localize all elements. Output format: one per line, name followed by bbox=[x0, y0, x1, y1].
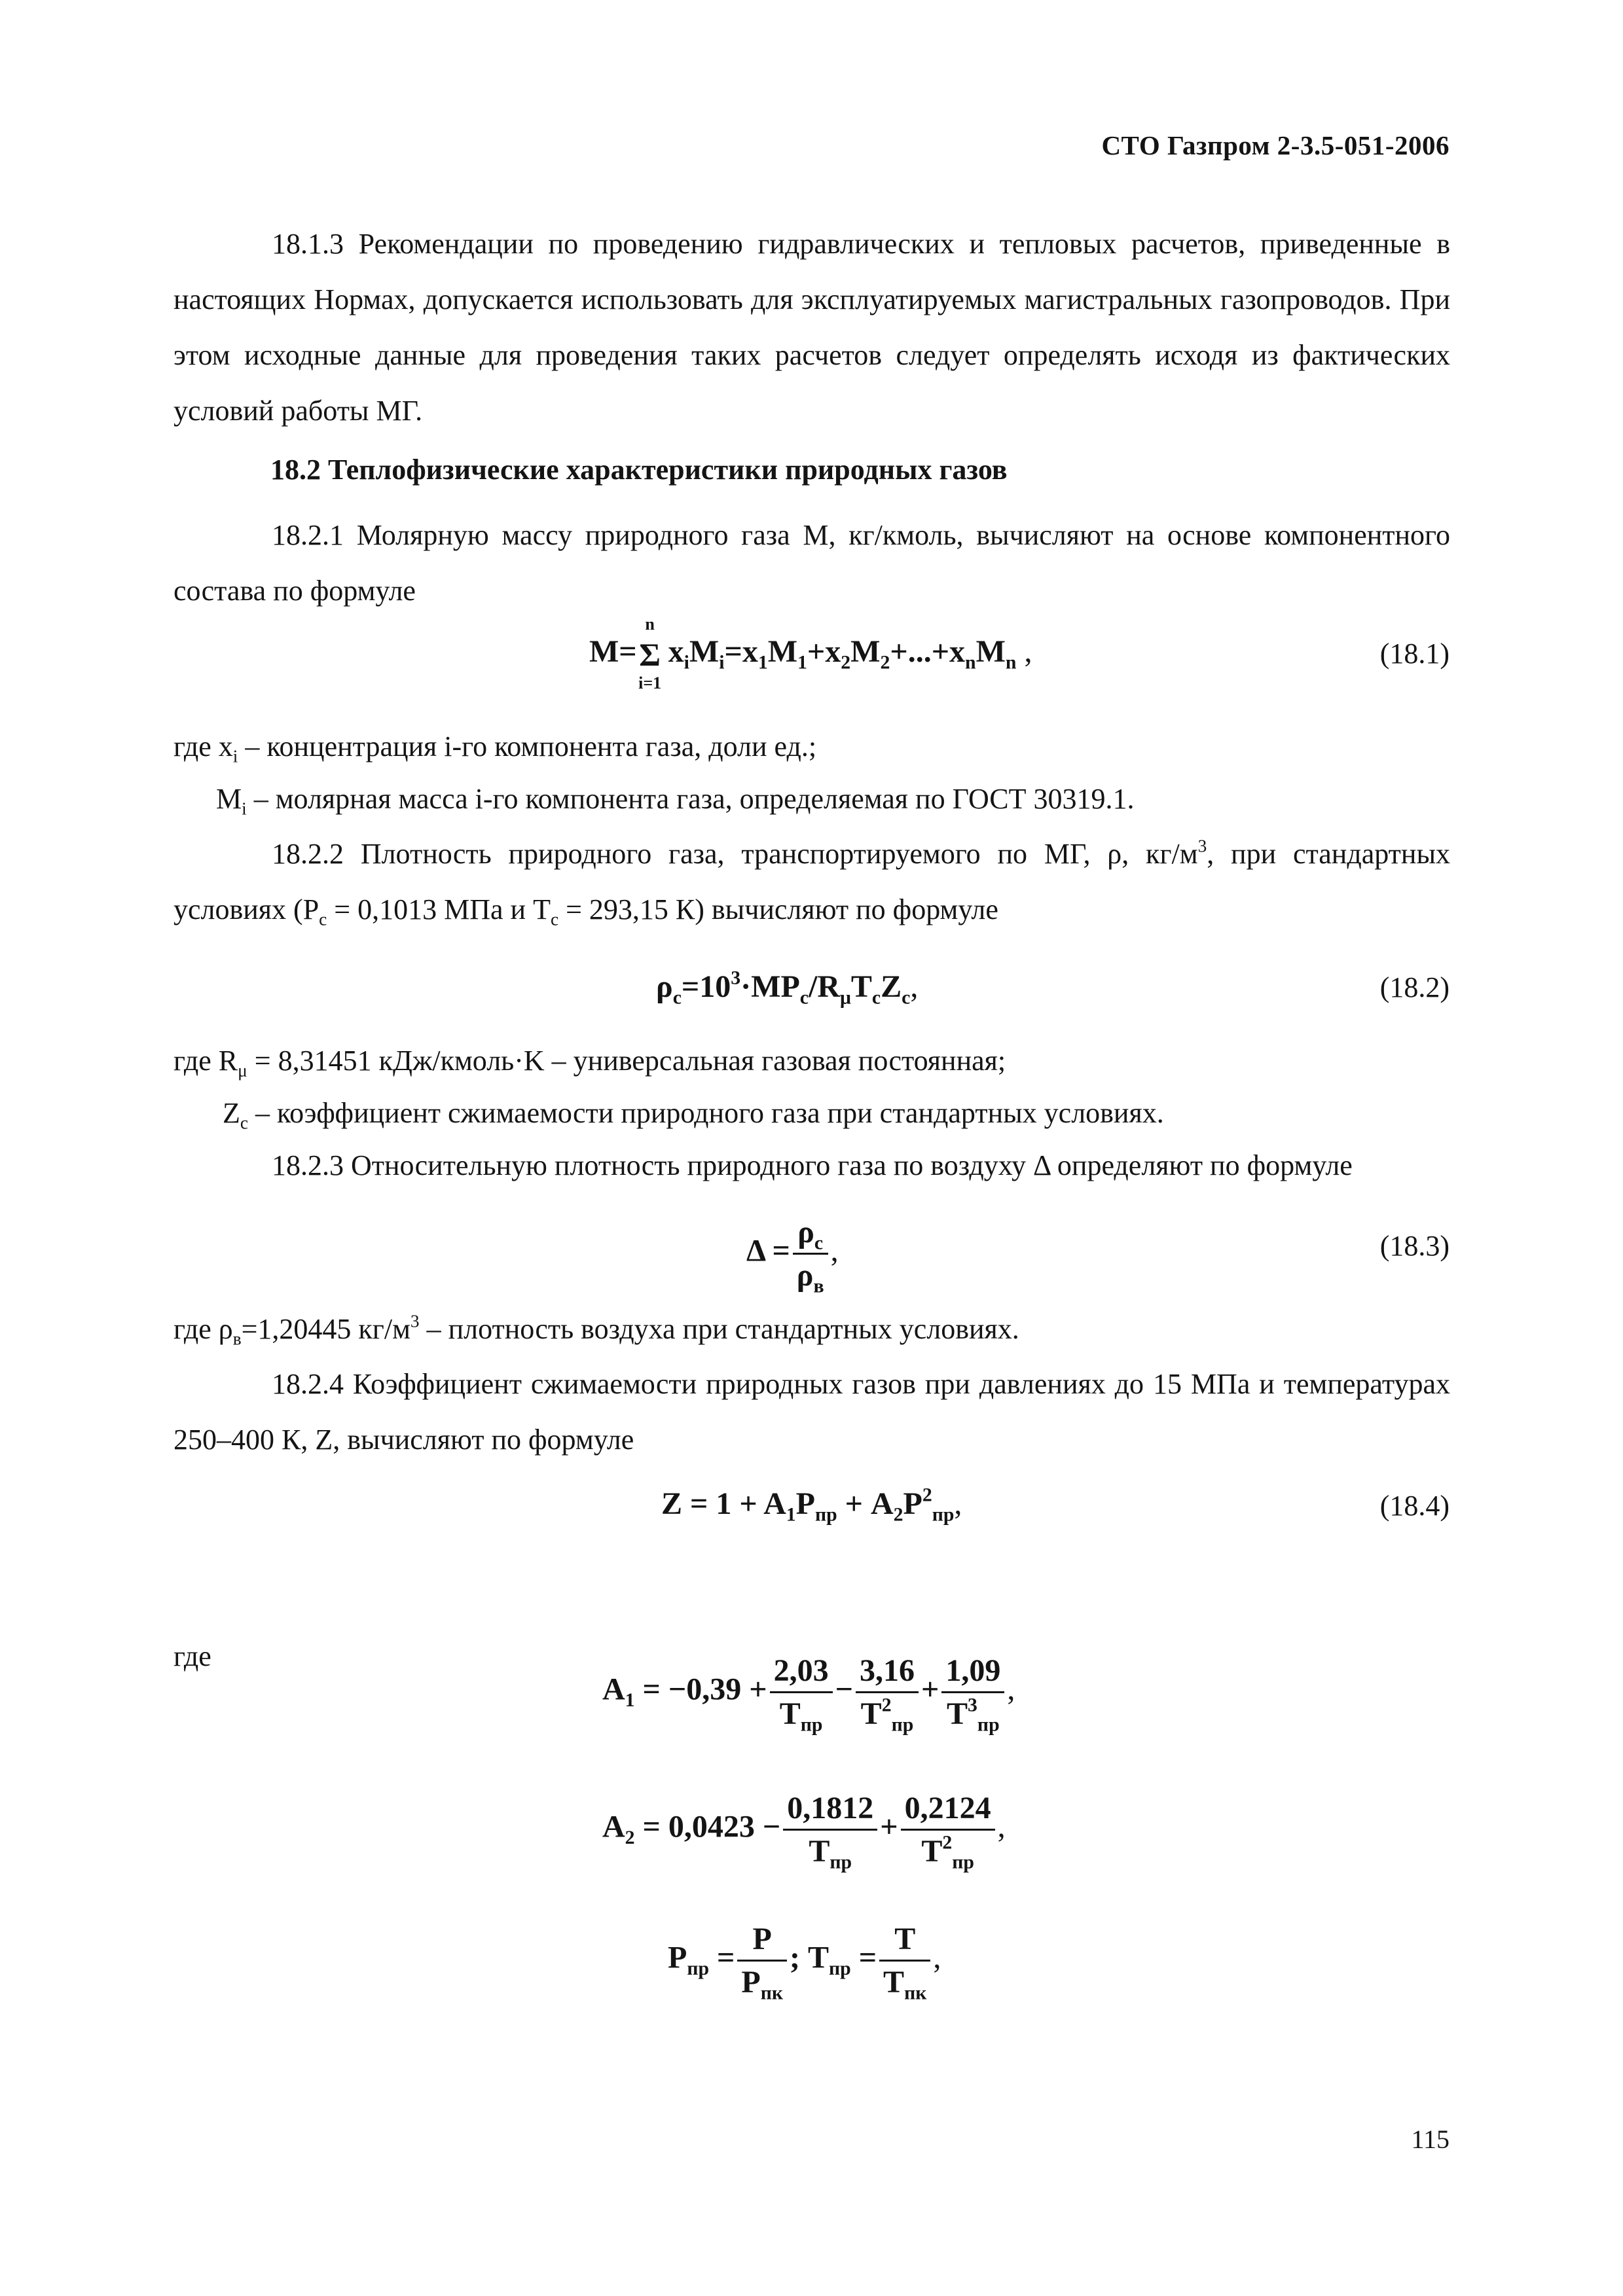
paragraph-18-2-3: 18.2.3 Относительную плотность природного газа по воздуху Δ определяют по формуле bbox=[272, 1149, 1353, 1181]
definition-zc: $Z_с$ – коэффициент сжимаемости природного газа при стандартных условиях. bbox=[223, 1097, 1164, 1133]
fraction: $\frac{2,03}{T_{пр}}$ bbox=[770, 1653, 833, 1732]
paragraph-18-2-4: 18.2.4 Коэффициент сжимаемости природных газов при давлениях до 15 МПа и температурах 250–400 К, Z, вычисляют по формуле bbox=[173, 1368, 1450, 1456]
definition-r-mu: где $R_\mu = 8,31451$ кДж/кмоль·K – универсальная газовая постоянная; bbox=[173, 1045, 1006, 1081]
formula-18-1: M= n Σ i=1 $x_iM_i=x_1M_1+x_2M_2+...+x_nM_n$ , bbox=[589, 614, 1032, 692]
formula-a2: $A_2 = 0,0423$ − $\frac{0,1812}{T_{пр}}$ + $\frac{0,2124}{T^2_{пр}}$ , bbox=[602, 1791, 1006, 1873]
fraction: $\frac{1,09}{T^3_{пр}}$ bbox=[941, 1653, 1004, 1732]
fraction: $\frac{0,2124}{T^2_{пр}}$ bbox=[901, 1790, 995, 1869]
formula-number-18-2: (18.2) bbox=[1379, 971, 1450, 1003]
fraction: $\frac{P}{P_{пк}}$ bbox=[737, 1921, 787, 2000]
formula-18-4: $Z = 1 + A_1P_{пр} + A_2P^2_{пр}$, bbox=[661, 1484, 962, 1526]
fraction: $\frac{T}{T_{пк}}$ bbox=[879, 1921, 930, 2000]
paragraph-18-2-2: 18.2.2 Плотность природного газа, транспортируемого по МГ, ρ, $кг/м^3$, при стандартных условиях ($P_с = 0,1013$ МПа и $T_с = 293,15$ К) вычисляют по формуле bbox=[173, 836, 1451, 929]
definition-rho-v: где $\rho_в=1,20445$ $кг/м^3$ – плотность воздуха при стандартных условиях. bbox=[173, 1311, 1019, 1349]
section-heading-18-2: 18.2 Теплофизические характеристики природных газов bbox=[270, 454, 1008, 486]
page-number: 115 bbox=[1411, 2125, 1450, 2154]
sum-operator: n Σ i=1 bbox=[638, 614, 662, 692]
formula-reduced-parameters: $P_{пр}$ = $\frac{P}{P_{пк}}$ ; $T_{пр}$ = $\frac{T}{T_{пк}}$ , bbox=[668, 1922, 941, 2004]
fraction: $\frac{3,16}{T^2_{пр}}$ bbox=[856, 1653, 919, 1732]
definition-xi: где $x_i$ – концентрация i-го компонента газа, доли ед.; bbox=[173, 730, 817, 766]
paragraph-18-1-3: 18.1.3 Рекомендации по проведению гидравлических и тепловых расчетов, приведенные в настоящих Нормах, допускается использовать для эксплуатируемых магистральных газопроводов. При этом исходные данные для проведения таких расчетов следует определять исходя из фактических условий работы МГ. bbox=[173, 228, 1450, 427]
definition-mi: $M_i$ – молярная масса i-го компонента газа, определяемая по ГОСТ 30319.1. bbox=[216, 783, 1135, 819]
document-header: СТО Газпром 2-3.5-051-2006 bbox=[1101, 130, 1450, 160]
formula-18-3: Δ = $\frac{\rho_с}{\rho_в}$ , bbox=[746, 1215, 839, 1297]
paragraph-18-2-1: 18.2.1 Молярную массу природного газа М, кг/кмоль, вычисляют на основе компонентного состава по формуле bbox=[173, 519, 1450, 607]
fraction: $\frac{0,1812}{T_{пр}}$ bbox=[783, 1790, 877, 1869]
where-label: где bbox=[173, 1640, 211, 1672]
formula-number-18-1: (18.1) bbox=[1379, 637, 1450, 670]
fraction: $\frac{\rho_с}{\rho_в}$ bbox=[793, 1214, 828, 1293]
formula-18-2: $\rho_с=10^3\cdot MP_с/R_\mu T_сZ_с$, bbox=[656, 967, 919, 1009]
formula-number-18-4: (18.4) bbox=[1379, 1490, 1450, 1522]
formula-number-18-3: (18.3) bbox=[1379, 1230, 1450, 1262]
formula-a1: $A_1 = -0,39$ + $\frac{2,03}{T_{пр}}$ − $\frac{3,16}{T^2_{пр}}$ + $\frac{1,09}{T^3_{пр}}$ , bbox=[602, 1653, 1015, 1736]
